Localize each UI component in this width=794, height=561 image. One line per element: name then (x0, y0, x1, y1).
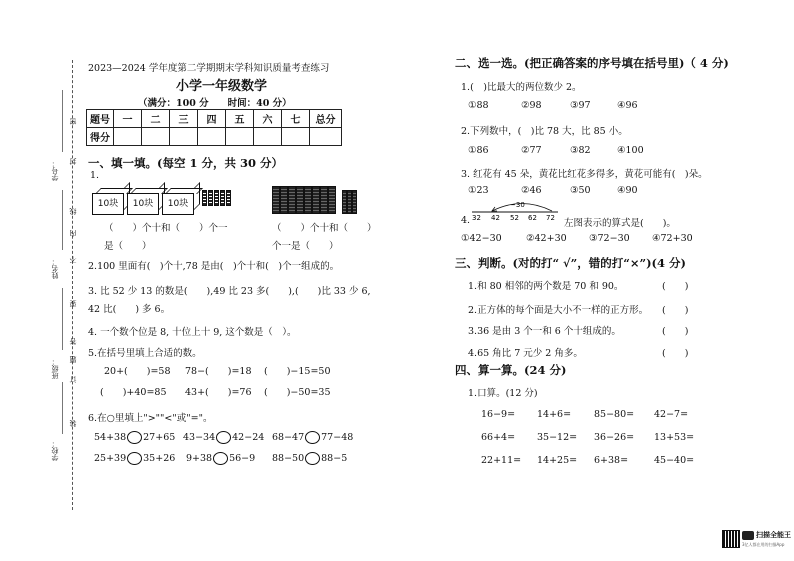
mental-math-item[interactable]: 13+53= (654, 432, 695, 443)
school-line (62, 382, 63, 434)
number-line-tick-label: 42 (491, 214, 500, 222)
seal-char-mi: 密 (69, 118, 77, 125)
judge-item: 1.和 80 相邻的两个数是 70 和 90。 (468, 281, 624, 292)
s2-q4-option[interactable]: ②42+30 (526, 233, 567, 244)
q6-right-expr: 42−24 (232, 432, 265, 443)
mental-math-item[interactable]: 14+6= (537, 409, 572, 420)
score-input-cell[interactable] (114, 128, 142, 146)
judge-item: 3.36 是由 3 个一和 6 个十组成的。 (468, 326, 621, 337)
q6-right-expr: 56−9 (229, 453, 256, 464)
student-id-line (62, 90, 63, 152)
q5-item[interactable]: ( )−50=35 (264, 387, 331, 398)
q6-compare-item (94, 431, 175, 444)
q1-stick-answer-2[interactable]: 个一是（ ） (272, 241, 339, 252)
question-3-line-1[interactable]: 3. 比 52 少 13 的数是( ),49 比 23 多( ),( )比 33 少 6, (88, 286, 371, 297)
compare-circle[interactable] (213, 452, 228, 465)
judge-answer-paren[interactable]: ( ) (662, 326, 689, 337)
mental-math-item[interactable]: 6+38= (594, 455, 629, 466)
unit-blocks-icon (202, 190, 232, 204)
q6-right-expr: 35+26 (143, 453, 176, 464)
number-line-tick-label: 62 (528, 214, 537, 222)
s2-q4-option[interactable]: ③72−30 (589, 233, 630, 244)
score-input-cell[interactable] (142, 128, 170, 146)
s2-question-4[interactable]: 左图表示的算式是( )。 (564, 218, 676, 229)
s2-q3-option[interactable]: ④90 (617, 185, 638, 196)
exam-info: （满分：100 分 时间：40 分） (138, 98, 292, 109)
q5-item[interactable]: 78−( )=18 (185, 366, 252, 377)
number-line-tick-label: 52 (510, 214, 519, 222)
s4-sub-title: 1.口算。(12 分) (468, 388, 538, 399)
s2-q1-option[interactable]: ④96 (617, 100, 638, 111)
score-cell: 二 (142, 110, 170, 128)
seal-char-nei: 内 (69, 230, 77, 237)
q6-left-expr: 25+39 (94, 453, 127, 464)
question-2[interactable]: 2.100 里面有( )个十,78 是由( )个十和( )个一组成的。 (88, 261, 340, 272)
compare-circle[interactable] (305, 452, 320, 465)
s2-q2-option[interactable]: ④100 (617, 145, 644, 156)
s2-question-1[interactable]: 1.( )比最大的两位数少 2。 (461, 82, 582, 93)
scanner-watermark: 扫描全能王 (756, 531, 791, 539)
score-input-cell[interactable] (310, 128, 342, 146)
score-input-cell[interactable] (282, 128, 310, 146)
judge-answer-paren[interactable]: ( ) (662, 305, 689, 316)
seal-char-bu: 不 (69, 256, 77, 263)
question-3-line-2[interactable]: 42 比( ) 多 6。 (88, 304, 171, 315)
number-line-tick-label: 72 (546, 214, 555, 222)
question-5: 5.在括号里填上合适的数。 (88, 348, 202, 359)
seal-char-yao: 要 (69, 300, 77, 307)
s2-q2-option[interactable]: ③82 (570, 145, 591, 156)
ten-block-cube: 10块 (92, 193, 124, 215)
q5-item[interactable]: 20+( )=58 (104, 366, 171, 377)
judge-answer-paren[interactable]: ( ) (662, 281, 689, 292)
judge-item: 2.正方体的每个面是大小不一样的正方形。 (468, 305, 649, 316)
s2-q4-option[interactable]: ①42−30 (461, 233, 502, 244)
q6-left-expr: 68−47 (272, 432, 305, 443)
score-cell: 总分 (310, 110, 342, 128)
camscanner-logo-icon (742, 531, 754, 540)
s2-q3-option[interactable]: ③50 (570, 185, 591, 196)
score-input-cell[interactable] (254, 128, 282, 146)
q1-number: 1. (90, 170, 100, 181)
q5-item[interactable]: ( )−15=50 (264, 366, 331, 377)
score-cell: 四 (198, 110, 226, 128)
mental-math-item[interactable]: 22+11= (481, 455, 522, 466)
score-cell: 一 (114, 110, 142, 128)
mental-math-item[interactable]: 85−80= (594, 409, 635, 420)
score-input-cell[interactable] (226, 128, 254, 146)
number-line-jump-label: −30 (510, 201, 525, 209)
s2-q2-option[interactable]: ②77 (521, 145, 542, 156)
school-label: 学校： (51, 440, 59, 461)
question-4[interactable]: 4. 一个数个位是 8, 十位上十 9, 这个数是（ ）。 (88, 327, 297, 338)
student-name-line (62, 190, 63, 250)
section-2-title: 二、选一选。(把正确答案的序号填在括号里)（ 4 分) (455, 56, 729, 70)
mental-math-item[interactable]: 45−40= (654, 455, 695, 466)
page-title: 小学一年级数学 (176, 79, 268, 94)
mental-math-item[interactable]: 16−9= (481, 409, 516, 420)
class-label: 班级： (51, 358, 59, 379)
s2-question-2[interactable]: 2.下列数中，( )比 78 大，比 85 小。 (461, 126, 628, 137)
seal-char-feng: 封 (69, 158, 77, 165)
compare-circle[interactable] (127, 452, 142, 465)
mental-math-item[interactable]: 14+25= (537, 455, 578, 466)
scanner-watermark-sub: 3亿人都在用的扫描App (742, 542, 785, 547)
score-cell: 题号 (87, 110, 114, 128)
student-name-label: 姓名： (51, 258, 59, 279)
number-line-diagram (470, 198, 560, 222)
class-line (62, 288, 63, 350)
mental-math-item[interactable]: 66+4= (481, 432, 516, 443)
ten-block-cube: 10块 (127, 193, 159, 215)
qr-code-icon (722, 530, 740, 548)
q1-stick-answer-1[interactable]: （ ）个十和（ ） (272, 223, 377, 234)
score-table (86, 109, 342, 146)
q6-right-expr: 27+65 (143, 432, 176, 443)
number-line-tick-label: 32 (472, 214, 481, 222)
s2-q1-option[interactable]: ③97 (570, 100, 591, 111)
q6-left-expr: 9+38 (186, 453, 213, 464)
binding-dashed-line (72, 60, 73, 510)
score-input-cell[interactable] (198, 128, 226, 146)
score-table-score-row (87, 128, 342, 146)
q6-right-expr: 77−48 (321, 432, 354, 443)
q6-compare-item (94, 452, 175, 465)
q6-right-expr: 88−5 (321, 453, 348, 464)
s2-q1-option[interactable]: ②98 (521, 100, 542, 111)
q6-left-expr: 88−50 (272, 453, 305, 464)
score-table-header-row (87, 110, 342, 128)
seal-char-zhuang: 装 (69, 420, 77, 427)
judge-item: 4.65 角比 7 元少 2 角多。 (468, 348, 583, 359)
compare-circle[interactable] (305, 431, 320, 444)
mental-math-item[interactable]: 35−12= (537, 432, 578, 443)
s2-q1-option[interactable]: ①88 (468, 100, 489, 111)
score-input-cell[interactable] (170, 128, 198, 146)
q6-compare-item (272, 431, 353, 444)
student-id-label: 学号： (51, 160, 59, 181)
mental-math-item[interactable]: 36−26= (594, 432, 635, 443)
section-4-title: 四、算一算。(24 分) (455, 363, 567, 377)
s2-q3-option[interactable]: ②46 (521, 185, 542, 196)
s2-q3-option[interactable]: ①23 (468, 185, 489, 196)
q6-compare-item (272, 452, 347, 465)
exam-heading: 2023—2024 学年度第二学期期末学科知识质量考查练习 (88, 63, 330, 74)
s2-q4-number: 4. (461, 215, 471, 226)
section-1-title: 一、填一填。(每空 1 分，共 30 分） (88, 156, 283, 170)
q6-compare-item (183, 431, 264, 444)
ten-block-cube: 10块 (162, 193, 194, 215)
q6-left-expr: 43−34 (183, 432, 216, 443)
judge-answer-paren[interactable]: ( ) (662, 348, 689, 359)
question-6: 6.在○里填上">""<"或"="。 (88, 413, 213, 424)
mental-math-item[interactable]: 42−7= (654, 409, 689, 420)
score-cell: 三 (170, 110, 198, 128)
score-cell: 得分 (87, 128, 114, 146)
s2-q2-option[interactable]: ①86 (468, 145, 489, 156)
s2-question-3[interactable]: 3. 红花有 45 朵，黄花比红花多得多，黄花可能有( )朵。 (461, 169, 708, 180)
section-3-title: 三、判断。(对的打“ √”，错的打“×”)(4 分) (455, 256, 686, 270)
q5-item[interactable]: ( )+40=85 (100, 387, 167, 398)
q1-cube-answer-2[interactable]: 是（ ） (104, 241, 152, 252)
compare-circle[interactable] (216, 431, 231, 444)
seal-char-da: 答 (69, 338, 77, 345)
q1-cube-answer-1[interactable]: （ ）个十和（ ）个一 (104, 223, 228, 234)
score-cell: 七 (282, 110, 310, 128)
score-cell: 五 (226, 110, 254, 128)
q6-left-expr: 54+38 (94, 432, 127, 443)
q6-compare-item (186, 452, 255, 465)
score-cell: 六 (254, 110, 282, 128)
compare-circle[interactable] (127, 431, 142, 444)
s2-q4-option[interactable]: ④72+30 (652, 233, 693, 244)
seal-char-xian: 线 (69, 208, 77, 215)
seal-char-ding: 订 (69, 376, 77, 383)
q5-item[interactable]: 43+( )=76 (185, 387, 252, 398)
seal-char-ti: 题 (69, 356, 77, 363)
